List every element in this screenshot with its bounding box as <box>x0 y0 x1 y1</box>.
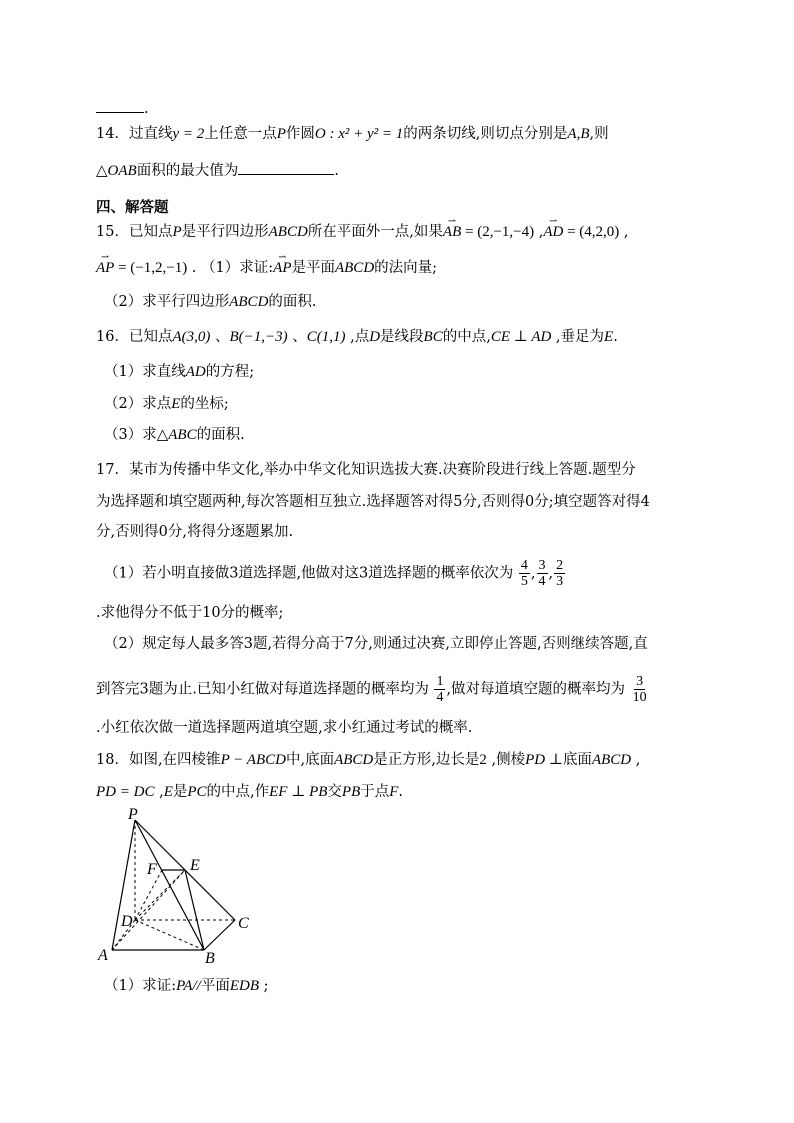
prev-answer-blank: . <box>96 98 149 119</box>
answer-blank <box>238 160 334 175</box>
q15-line1 <box>96 222 629 242</box>
q17-part1-cont: .求他得分不低于10分的概率; <box>96 605 284 621</box>
hidden-edges <box>112 820 235 950</box>
q17-line1: 17．某市为传播中华文化,举办中华文化知识选拔大赛.决赛阶段进行线上答题.题型分 <box>96 462 636 478</box>
text: , <box>534 224 544 240</box>
numerator: 3 <box>636 674 644 689</box>
text: 到答完3题为止.已知小红做对每道选择题的概率均为 <box>96 681 429 698</box>
label-d: D <box>121 913 133 930</box>
text: （2）求平行四边形 <box>104 294 230 310</box>
q17-part2-line3: .小红依次做一道选择题两道填空题,求小红通过考试的概率. <box>96 720 473 736</box>
text: （2）求点 <box>104 396 172 412</box>
triangle-oab: △OAB <box>96 163 137 179</box>
text: 作圆 <box>285 126 315 142</box>
point-b: B(−1,−3) <box>229 329 288 345</box>
text: 是线段 <box>380 329 424 345</box>
fraction <box>554 558 565 589</box>
math: △ABC <box>156 427 197 443</box>
q18-part1 <box>104 976 269 996</box>
denominator: 5 <box>520 574 528 589</box>
text: 的法向量; <box>374 260 438 276</box>
vector-value: = (−1,2,−1) <box>114 260 188 276</box>
math: P − ABCD <box>220 752 286 768</box>
q18-line1 <box>96 750 640 770</box>
denominator: 4 <box>436 690 444 705</box>
circle-equation: O : x² + y² = 1 <box>314 126 404 142</box>
point-a: A(3,0) <box>172 329 211 345</box>
point-d: D <box>369 329 381 345</box>
q16-part2 <box>104 394 229 414</box>
q17-line3: 分,否则得0分,将得分逐题累加. <box>96 524 294 540</box>
text: 所在平面外一点,如果 <box>307 224 443 240</box>
math: AD <box>185 364 206 380</box>
text: 过直线 <box>128 126 173 142</box>
math: BC <box>423 329 443 345</box>
math: ABCD <box>334 260 375 276</box>
text: ; <box>259 978 269 994</box>
q14-number: 14． <box>96 126 129 142</box>
text: . <box>398 784 404 800</box>
vector-ap: ⇀ AP <box>273 258 291 278</box>
text: 的面积. <box>268 294 317 310</box>
text: ,垂足为 <box>551 329 605 345</box>
q15-line2 <box>96 258 437 278</box>
q16-number: 16． <box>96 329 129 345</box>
text: （1）求直线 <box>104 364 186 380</box>
text: ,侧棱 <box>486 752 526 768</box>
numerator: 2 <box>556 558 564 573</box>
math: CE ⊥ AD <box>490 329 552 345</box>
q18-number: 18． <box>96 752 129 768</box>
fraction <box>537 558 548 589</box>
math: ABCD <box>268 224 308 240</box>
math: E <box>171 396 181 412</box>
text: 底面 <box>562 752 592 768</box>
label-b: B <box>205 950 215 967</box>
text: . （1）求证: <box>187 260 274 276</box>
q14-line1 <box>96 124 609 144</box>
q17-part2-line1: （2）规定每人最多答3题,若得分高于7分,则通过决赛,立即停止答题,否则继续答题,直 <box>104 636 648 652</box>
text: ,点 <box>345 329 370 345</box>
text: 是平面 <box>291 260 335 276</box>
text: 的坐标; <box>180 396 229 412</box>
vector-ad: ⇀ AD <box>543 222 563 242</box>
edge-ae <box>112 870 185 950</box>
text: 面积的最大值为 <box>136 163 239 179</box>
vector-value: = (4,2,0) <box>563 224 620 240</box>
label-f: F <box>147 861 157 878</box>
text: 的中点, <box>442 329 491 345</box>
q18-line2 <box>96 782 403 802</box>
text: 的面积. <box>196 427 245 443</box>
text: 交 <box>327 784 342 800</box>
text: 已知点 <box>128 224 173 240</box>
math: PD ⊥ <box>525 752 563 768</box>
math: PA// <box>176 978 201 994</box>
q15-part2 <box>104 292 317 312</box>
denominator: 10 <box>632 690 647 705</box>
text: , <box>548 565 554 582</box>
text: 的方程; <box>205 364 255 380</box>
fraction <box>631 674 649 705</box>
denominator: 3 <box>556 574 564 589</box>
q16-line1 <box>96 327 618 347</box>
math: E <box>163 784 173 800</box>
text: 、 <box>210 329 230 345</box>
fraction <box>519 558 530 589</box>
point-c: C(1,1) <box>306 329 346 345</box>
tangent-points: A,B <box>567 126 590 142</box>
text: 已知点 <box>128 329 173 345</box>
numerator: 3 <box>538 558 546 573</box>
point-e: E <box>604 329 614 345</box>
text: 上任意一点 <box>204 126 277 142</box>
label-c: C <box>238 915 249 932</box>
text: （1）若小明直接做3道选择题,他做对这3道选择题的概率依次为 <box>104 565 514 582</box>
math: F <box>389 784 399 800</box>
text: 如图,在四棱锥 <box>128 752 221 768</box>
denominator: 4 <box>538 574 546 589</box>
edge-bc <box>204 920 235 950</box>
pyramid-figure <box>92 808 262 968</box>
text: , <box>631 752 641 768</box>
text: （3）求 <box>104 427 157 443</box>
text: . <box>334 163 339 179</box>
q17-part1 <box>104 558 566 589</box>
fraction <box>434 674 445 705</box>
numerator: 1 <box>436 674 444 689</box>
text: 是 <box>172 784 188 800</box>
edge-pa <box>112 820 135 950</box>
text: 的两条切线,则切点分别是 <box>403 126 568 142</box>
text: 的中点,作 <box>206 784 270 800</box>
text: , <box>154 784 164 800</box>
numerator: 4 <box>520 558 528 573</box>
math: ABCD <box>591 752 632 768</box>
point-p: P <box>276 126 286 142</box>
label-p: P <box>128 808 138 823</box>
text: ,则 <box>589 126 609 142</box>
vector-value: = (2,−1,−4) <box>461 224 535 240</box>
vector-ap: ⇀ AP <box>96 258 114 278</box>
math: PD = DC <box>96 784 155 800</box>
text: （1）求证: <box>104 978 177 994</box>
text: 、 <box>287 329 307 345</box>
text: , <box>530 565 536 582</box>
q16-part1 <box>104 362 254 382</box>
label-e: E <box>190 857 200 874</box>
math: ABCD <box>334 752 374 768</box>
text: 是正方形,边长是 <box>373 752 480 768</box>
q17-line2: 为选择题和填空题两种,每次答题相互独立.选择题答对得5分,否则得0分;填空题答对得4 <box>96 494 650 510</box>
q15-number: 15． <box>96 224 129 240</box>
math: PC <box>187 784 207 800</box>
math: EF ⊥ PB <box>269 784 328 800</box>
text: 于点 <box>360 784 390 800</box>
text: 中,底面 <box>285 752 335 768</box>
q17-part2-line2 <box>96 674 650 705</box>
text: ,做对每道填空题的概率均为 <box>446 681 626 698</box>
math: ABCD <box>229 294 269 310</box>
math: 2 <box>479 752 487 768</box>
text: 平面 <box>200 978 230 994</box>
point-p: P <box>172 224 182 240</box>
text: . <box>613 329 618 345</box>
math: EDB <box>229 978 260 994</box>
text: 是平行四边形 <box>181 224 269 240</box>
edge-db <box>135 920 204 950</box>
text: , <box>619 224 629 240</box>
label-a: A <box>98 947 108 964</box>
q16-part3 <box>104 425 245 445</box>
vector-ab: ⇀ AB <box>443 222 461 242</box>
q14-line2 <box>96 160 339 181</box>
line-equation: y = 2 <box>172 126 205 142</box>
math: PB <box>341 784 361 800</box>
section-heading: 四、解答题 <box>96 200 169 216</box>
edge-eb <box>185 870 204 950</box>
